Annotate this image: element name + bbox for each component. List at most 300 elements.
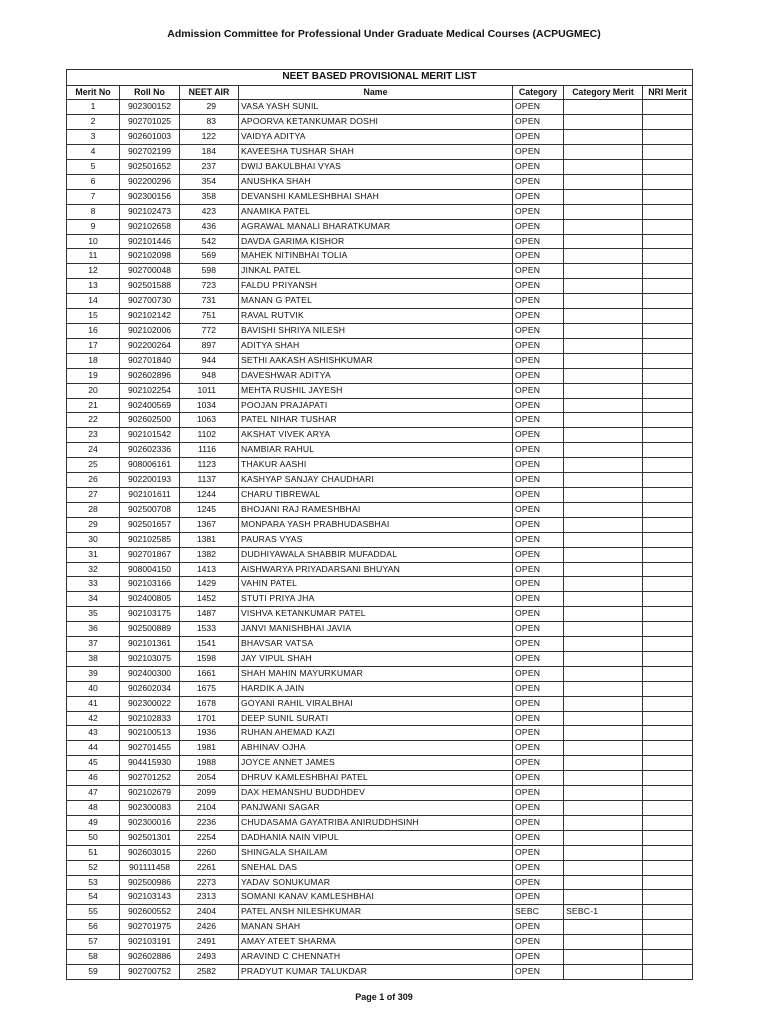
cell-nri-merit <box>643 130 693 145</box>
cell-roll-no: 902102833 <box>120 711 180 726</box>
table-row <box>67 905 693 920</box>
cell-category-merit <box>564 666 643 681</box>
cell-category-merit <box>564 756 643 771</box>
table-row <box>67 935 693 950</box>
cell-neet-air: 354 <box>180 174 239 189</box>
cell-roll-no: 902602886 <box>120 950 180 965</box>
cell-nri-merit <box>643 786 693 801</box>
cell-roll-no: 902501657 <box>120 517 180 532</box>
cell-category: OPEN <box>513 637 564 652</box>
cell-nri-merit <box>643 950 693 965</box>
cell-roll-no: 902102658 <box>120 219 180 234</box>
cell-roll-no: 902501588 <box>120 279 180 294</box>
cell-category: OPEN <box>513 517 564 532</box>
table-row <box>67 443 693 458</box>
cell-merit-no: 8 <box>67 204 120 219</box>
table-row <box>67 264 693 279</box>
column-header-nri-merit: NRI Merit <box>643 85 693 100</box>
cell-category-merit <box>564 830 643 845</box>
cell-name: POOJAN PRAJAPATI <box>239 398 513 413</box>
document-title: Admission Committee for Professional Under Graduate Medical Courses (ACPUGMEC) <box>167 28 601 40</box>
cell-neet-air: 948 <box>180 368 239 383</box>
cell-name: ANUSHKA SHAH <box>239 174 513 189</box>
cell-roll-no: 904415930 <box>120 756 180 771</box>
cell-name: MANAN G PATEL <box>239 294 513 309</box>
merit-list-title: NEET BASED PROVISIONAL MERIT LIST <box>67 70 693 86</box>
cell-category-merit <box>564 353 643 368</box>
cell-merit-no: 40 <box>67 681 120 696</box>
cell-category-merit <box>564 741 643 756</box>
cell-merit-no: 51 <box>67 845 120 860</box>
cell-roll-no: 902400805 <box>120 592 180 607</box>
cell-category: OPEN <box>513 264 564 279</box>
cell-roll-no: 902501301 <box>120 830 180 845</box>
cell-nri-merit <box>643 964 693 979</box>
cell-roll-no: 902500889 <box>120 622 180 637</box>
cell-category: SEBC <box>513 905 564 920</box>
table-row <box>67 875 693 890</box>
cell-category-merit <box>564 935 643 950</box>
cell-category-merit <box>564 428 643 443</box>
cell-roll-no: 902601003 <box>120 130 180 145</box>
cell-name: PRADYUT KUMAR TALUKDAR <box>239 964 513 979</box>
cell-nri-merit <box>643 160 693 175</box>
cell-category-merit <box>564 681 643 696</box>
cell-neet-air: 1382 <box>180 547 239 562</box>
cell-nri-merit <box>643 458 693 473</box>
cell-category: OPEN <box>513 234 564 249</box>
cell-category-merit <box>564 383 643 398</box>
cell-neet-air: 1367 <box>180 517 239 532</box>
cell-neet-air: 2426 <box>180 920 239 935</box>
cell-name: NAMBIAR RAHUL <box>239 443 513 458</box>
cell-roll-no: 902300152 <box>120 100 180 115</box>
cell-name: DEEP SUNIL SURATI <box>239 711 513 726</box>
cell-roll-no: 902200193 <box>120 473 180 488</box>
cell-category: OPEN <box>513 338 564 353</box>
cell-category: OPEN <box>513 666 564 681</box>
cell-name: RAVAL RUTVIK <box>239 309 513 324</box>
table-row <box>67 398 693 413</box>
cell-merit-no: 59 <box>67 964 120 979</box>
cell-nri-merit <box>643 756 693 771</box>
cell-name: JAY VIPUL SHAH <box>239 651 513 666</box>
cell-neet-air: 2404 <box>180 905 239 920</box>
cell-roll-no: 902102585 <box>120 532 180 547</box>
cell-category: OPEN <box>513 145 564 160</box>
cell-merit-no: 33 <box>67 577 120 592</box>
cell-merit-no: 48 <box>67 801 120 816</box>
cell-name: CHARU TIBREWAL <box>239 487 513 502</box>
table-row <box>67 651 693 666</box>
cell-roll-no: 902400300 <box>120 666 180 681</box>
cell-category-merit <box>564 473 643 488</box>
cell-category-merit <box>564 532 643 547</box>
cell-nri-merit <box>643 532 693 547</box>
cell-category-merit <box>564 398 643 413</box>
cell-neet-air: 436 <box>180 219 239 234</box>
cell-merit-no: 39 <box>67 666 120 681</box>
cell-category: OPEN <box>513 428 564 443</box>
cell-merit-no: 21 <box>67 398 120 413</box>
cell-nri-merit <box>643 249 693 264</box>
cell-merit-no: 49 <box>67 815 120 830</box>
cell-name: VASA YASH SUNIL <box>239 100 513 115</box>
cell-nri-merit <box>643 145 693 160</box>
cell-roll-no: 902300083 <box>120 801 180 816</box>
table-row <box>67 726 693 741</box>
cell-nri-merit <box>643 294 693 309</box>
cell-roll-no: 902701975 <box>120 920 180 935</box>
cell-category: OPEN <box>513 100 564 115</box>
page-number: Page 1 of 309 <box>355 992 413 1002</box>
table-row <box>67 771 693 786</box>
cell-merit-no: 41 <box>67 696 120 711</box>
cell-merit-no: 57 <box>67 935 120 950</box>
table-row <box>67 279 693 294</box>
cell-merit-no: 46 <box>67 771 120 786</box>
table-row <box>67 145 693 160</box>
cell-name: THAKUR AASHI <box>239 458 513 473</box>
cell-nri-merit <box>643 473 693 488</box>
cell-category: OPEN <box>513 547 564 562</box>
cell-category: OPEN <box>513 174 564 189</box>
cell-roll-no: 902600552 <box>120 905 180 920</box>
cell-neet-air: 944 <box>180 353 239 368</box>
cell-neet-air: 1675 <box>180 681 239 696</box>
cell-nri-merit <box>643 398 693 413</box>
cell-merit-no: 13 <box>67 279 120 294</box>
cell-nri-merit <box>643 309 693 324</box>
cell-neet-air: 1533 <box>180 622 239 637</box>
cell-neet-air: 897 <box>180 338 239 353</box>
cell-category-merit <box>564 115 643 130</box>
column-header-category: Category <box>513 85 564 100</box>
table-body <box>67 100 693 979</box>
cell-category: OPEN <box>513 160 564 175</box>
cell-nri-merit <box>643 517 693 532</box>
cell-roll-no: 902102254 <box>120 383 180 398</box>
cell-merit-no: 38 <box>67 651 120 666</box>
cell-category: OPEN <box>513 860 564 875</box>
cell-merit-no: 24 <box>67 443 120 458</box>
cell-roll-no: 902702199 <box>120 145 180 160</box>
cell-roll-no: 902103166 <box>120 577 180 592</box>
cell-merit-no: 19 <box>67 368 120 383</box>
cell-name: ANAMIKA PATEL <box>239 204 513 219</box>
cell-nri-merit <box>643 890 693 905</box>
cell-name: DEVANSHI KAMLESHBHAI SHAH <box>239 189 513 204</box>
cell-name: MANAN SHAH <box>239 920 513 935</box>
cell-merit-no: 58 <box>67 950 120 965</box>
cell-roll-no: 902300016 <box>120 815 180 830</box>
table-row <box>67 189 693 204</box>
cell-nri-merit <box>643 279 693 294</box>
cell-neet-air: 2104 <box>180 801 239 816</box>
cell-roll-no: 902103143 <box>120 890 180 905</box>
column-header-name: Name <box>239 85 513 100</box>
cell-category: OPEN <box>513 294 564 309</box>
cell-category-merit <box>564 577 643 592</box>
cell-neet-air: 1116 <box>180 443 239 458</box>
cell-merit-no: 32 <box>67 562 120 577</box>
cell-neet-air: 1034 <box>180 398 239 413</box>
cell-nri-merit <box>643 115 693 130</box>
table-row <box>67 204 693 219</box>
cell-neet-air: 1487 <box>180 607 239 622</box>
table-row <box>67 696 693 711</box>
cell-category: OPEN <box>513 219 564 234</box>
cell-nri-merit <box>643 681 693 696</box>
cell-merit-no: 22 <box>67 413 120 428</box>
table-row <box>67 383 693 398</box>
cell-name: STUTI PRIYA JHA <box>239 592 513 607</box>
cell-neet-air: 1452 <box>180 592 239 607</box>
cell-merit-no: 52 <box>67 860 120 875</box>
cell-category: OPEN <box>513 458 564 473</box>
cell-nri-merit <box>643 100 693 115</box>
cell-roll-no: 902701252 <box>120 771 180 786</box>
table-row <box>67 711 693 726</box>
cell-neet-air: 2582 <box>180 964 239 979</box>
cell-category-merit <box>564 413 643 428</box>
cell-neet-air: 2313 <box>180 890 239 905</box>
cell-category: OPEN <box>513 562 564 577</box>
cell-roll-no: 902701867 <box>120 547 180 562</box>
cell-neet-air: 2054 <box>180 771 239 786</box>
cell-neet-air: 29 <box>180 100 239 115</box>
cell-nri-merit <box>643 592 693 607</box>
cell-merit-no: 53 <box>67 875 120 890</box>
table-row <box>67 309 693 324</box>
cell-category: OPEN <box>513 830 564 845</box>
cell-nri-merit <box>643 905 693 920</box>
cell-merit-no: 1 <box>67 100 120 115</box>
cell-name: DHRUV KAMLESHBHAI PATEL <box>239 771 513 786</box>
cell-roll-no: 902300156 <box>120 189 180 204</box>
cell-roll-no: 902700752 <box>120 964 180 979</box>
cell-neet-air: 569 <box>180 249 239 264</box>
cell-neet-air: 1429 <box>180 577 239 592</box>
cell-merit-no: 28 <box>67 502 120 517</box>
cell-roll-no: 902103075 <box>120 651 180 666</box>
cell-roll-no: 902102473 <box>120 204 180 219</box>
merit-list-table <box>66 69 693 980</box>
cell-merit-no: 31 <box>67 547 120 562</box>
cell-nri-merit <box>643 204 693 219</box>
cell-nri-merit <box>643 368 693 383</box>
cell-neet-air: 2260 <box>180 845 239 860</box>
cell-merit-no: 3 <box>67 130 120 145</box>
cell-roll-no: 902700048 <box>120 264 180 279</box>
cell-name: SETHI AAKASH ASHISHKUMAR <box>239 353 513 368</box>
cell-name: YADAV SONUKUMAR <box>239 875 513 890</box>
cell-category: OPEN <box>513 935 564 950</box>
column-header-neet-air: NEET AIR <box>180 85 239 100</box>
cell-merit-no: 23 <box>67 428 120 443</box>
cell-category-merit <box>564 517 643 532</box>
table-row <box>67 741 693 756</box>
cell-neet-air: 1137 <box>180 473 239 488</box>
cell-category-merit <box>564 324 643 339</box>
cell-name: AISHWARYA PRIYADARSANI BHUYAN <box>239 562 513 577</box>
cell-nri-merit <box>643 562 693 577</box>
cell-category-merit <box>564 204 643 219</box>
cell-neet-air: 1244 <box>180 487 239 502</box>
table-row <box>67 845 693 860</box>
table-row <box>67 324 693 339</box>
table-row <box>67 920 693 935</box>
table-row <box>67 577 693 592</box>
cell-merit-no: 54 <box>67 890 120 905</box>
cell-nri-merit <box>643 651 693 666</box>
cell-neet-air: 1936 <box>180 726 239 741</box>
table-row <box>67 413 693 428</box>
table-row <box>67 502 693 517</box>
cell-merit-no: 11 <box>67 249 120 264</box>
cell-category: OPEN <box>513 845 564 860</box>
cell-nri-merit <box>643 607 693 622</box>
cell-category-merit <box>564 174 643 189</box>
cell-name: BHAVSAR VATSA <box>239 637 513 652</box>
cell-merit-no: 45 <box>67 756 120 771</box>
cell-nri-merit <box>643 487 693 502</box>
cell-category-merit <box>564 637 643 652</box>
cell-category-merit <box>564 845 643 860</box>
cell-nri-merit <box>643 443 693 458</box>
cell-category: OPEN <box>513 815 564 830</box>
cell-category-merit <box>564 309 643 324</box>
cell-name: HARDIK A JAIN <box>239 681 513 696</box>
cell-roll-no: 902501652 <box>120 160 180 175</box>
table-row <box>67 547 693 562</box>
cell-name: FALDU PRIYANSH <box>239 279 513 294</box>
cell-name: PATEL NIHAR TUSHAR <box>239 413 513 428</box>
cell-category: OPEN <box>513 368 564 383</box>
cell-name: AKSHAT VIVEK ARYA <box>239 428 513 443</box>
cell-name: GOYANI RAHIL VIRALBHAI <box>239 696 513 711</box>
cell-neet-air: 723 <box>180 279 239 294</box>
cell-category-merit <box>564 711 643 726</box>
table-row <box>67 964 693 979</box>
cell-merit-no: 10 <box>67 234 120 249</box>
cell-merit-no: 14 <box>67 294 120 309</box>
cell-name: VAHIN PATEL <box>239 577 513 592</box>
cell-category-merit <box>564 726 643 741</box>
cell-category-merit <box>564 249 643 264</box>
cell-category-merit <box>564 443 643 458</box>
cell-nri-merit <box>643 547 693 562</box>
cell-name: MAHEK NITINBHAI TOLIA <box>239 249 513 264</box>
cell-roll-no: 902100513 <box>120 726 180 741</box>
cell-merit-no: 56 <box>67 920 120 935</box>
cell-nri-merit <box>643 622 693 637</box>
cell-name: APOORVA KETANKUMAR DOSHI <box>239 115 513 130</box>
cell-category-merit <box>564 801 643 816</box>
cell-category: OPEN <box>513 622 564 637</box>
cell-nri-merit <box>643 577 693 592</box>
cell-nri-merit <box>643 189 693 204</box>
cell-category-merit <box>564 622 643 637</box>
cell-merit-no: 6 <box>67 174 120 189</box>
cell-category: OPEN <box>513 324 564 339</box>
cell-category-merit <box>564 964 643 979</box>
cell-category: OPEN <box>513 726 564 741</box>
table-row <box>67 338 693 353</box>
cell-name: SOMANI KANAV KAMLESHBHAI <box>239 890 513 905</box>
cell-roll-no: 902101361 <box>120 637 180 652</box>
table-row <box>67 815 693 830</box>
cell-neet-air: 772 <box>180 324 239 339</box>
cell-category-merit <box>564 771 643 786</box>
cell-merit-no: 44 <box>67 741 120 756</box>
cell-category: OPEN <box>513 711 564 726</box>
table-row <box>67 428 693 443</box>
cell-neet-air: 2493 <box>180 950 239 965</box>
cell-roll-no: 902500708 <box>120 502 180 517</box>
cell-name: JINKAL PATEL <box>239 264 513 279</box>
cell-category-merit <box>564 100 643 115</box>
cell-name: DAVESHWAR ADITYA <box>239 368 513 383</box>
cell-neet-air: 1011 <box>180 383 239 398</box>
table-row <box>67 666 693 681</box>
cell-neet-air: 1598 <box>180 651 239 666</box>
cell-merit-no: 50 <box>67 830 120 845</box>
cell-category: OPEN <box>513 920 564 935</box>
cell-roll-no: 902400569 <box>120 398 180 413</box>
cell-name: MONPARA YASH PRABHUDASBHAI <box>239 517 513 532</box>
cell-category: OPEN <box>513 696 564 711</box>
cell-nri-merit <box>643 338 693 353</box>
cell-neet-air: 122 <box>180 130 239 145</box>
cell-merit-no: 42 <box>67 711 120 726</box>
cell-merit-no: 18 <box>67 353 120 368</box>
cell-category: OPEN <box>513 592 564 607</box>
cell-category: OPEN <box>513 279 564 294</box>
cell-nri-merit <box>643 860 693 875</box>
cell-category: OPEN <box>513 532 564 547</box>
cell-name: ADITYA SHAH <box>239 338 513 353</box>
cell-name: KASHYAP SANJAY CHAUDHARI <box>239 473 513 488</box>
cell-category-merit <box>564 592 643 607</box>
cell-category-merit <box>564 607 643 622</box>
cell-name: KAVEESHA TUSHAR SHAH <box>239 145 513 160</box>
cell-roll-no: 902300022 <box>120 696 180 711</box>
cell-nri-merit <box>643 711 693 726</box>
cell-name: DADHANIA NAIN VIPUL <box>239 830 513 845</box>
table-row <box>67 294 693 309</box>
cell-neet-air: 184 <box>180 145 239 160</box>
cell-nri-merit <box>643 696 693 711</box>
table-row <box>67 830 693 845</box>
cell-name: BAVISHI SHRIYA NILESH <box>239 324 513 339</box>
cell-roll-no: 902200296 <box>120 174 180 189</box>
cell-roll-no: 908004150 <box>120 562 180 577</box>
cell-neet-air: 1661 <box>180 666 239 681</box>
cell-name: BHOJANI RAJ RAMESHBHAI <box>239 502 513 517</box>
cell-merit-no: 26 <box>67 473 120 488</box>
table-row <box>67 607 693 622</box>
cell-roll-no: 901111458 <box>120 860 180 875</box>
cell-merit-no: 34 <box>67 592 120 607</box>
cell-nri-merit <box>643 383 693 398</box>
cell-neet-air: 598 <box>180 264 239 279</box>
cell-roll-no: 908006161 <box>120 458 180 473</box>
cell-roll-no: 902103191 <box>120 935 180 950</box>
cell-neet-air: 2261 <box>180 860 239 875</box>
cell-neet-air: 1245 <box>180 502 239 517</box>
cell-category: OPEN <box>513 413 564 428</box>
